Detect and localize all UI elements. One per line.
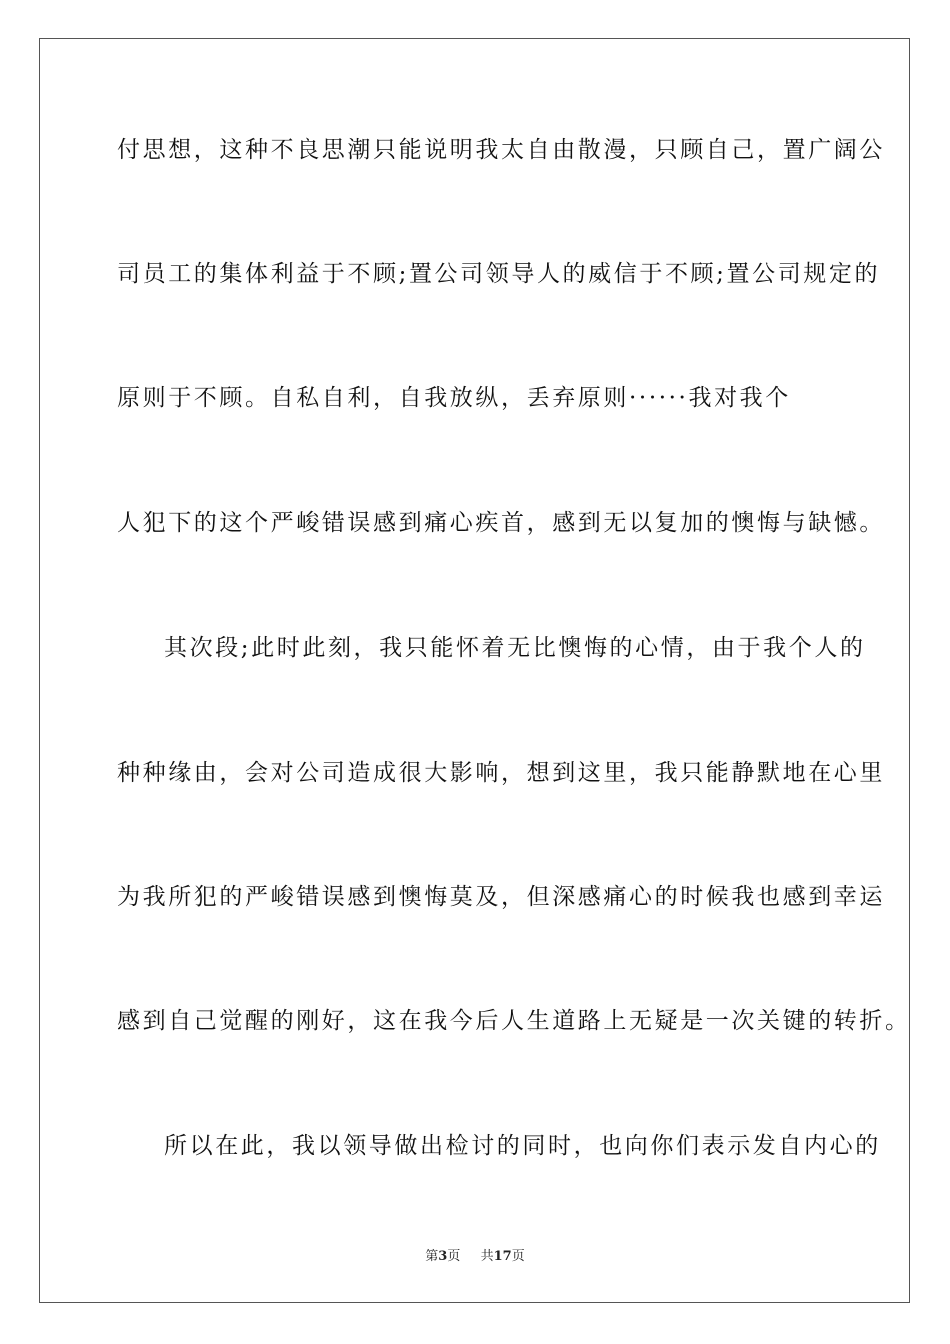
body-line-9: 所以在此，我以领导做出检讨的同时，也向你们表示发自内心的 — [164, 1133, 881, 1159]
body-line-5: 其次段;此时此刻，我只能怀着无比懊悔的心情，由于我个人的 — [164, 635, 866, 661]
page-label-suffix: 页 — [447, 1249, 461, 1264]
page-number: 3 — [438, 1249, 448, 1264]
body-line-8: 感到自己觉醒的刚好，这在我今后人生道路上无疑是一次关键的转折。 — [117, 1008, 911, 1034]
body-line-6: 种种缘由，会对公司造成很大影响，想到这里，我只能静默地在心里 — [117, 760, 885, 786]
page-border — [39, 38, 910, 1303]
body-line-4: 人犯下的这个严峻错误感到痛心疾首，感到无以复加的懊悔与缺憾。 — [117, 510, 885, 536]
body-line-1: 付思想，这种不良思潮只能说明我太自由散漫，只顾自己，置广阔公 — [117, 137, 885, 163]
page-footer — [0, 1248, 950, 1266]
total-pages: 17 — [493, 1249, 512, 1264]
total-label-suffix: 页 — [511, 1249, 525, 1264]
total-label-prefix: 共 — [480, 1249, 494, 1264]
body-line-2: 司员工的集体利益于不顾;置公司领导人的威信于不顾;置公司规定的 — [117, 261, 881, 287]
page-label-prefix: 第 — [425, 1249, 439, 1264]
body-line-3: 原则于不顾。自私自利，自我放纵，丢弃原则······我对我个 — [117, 385, 791, 411]
body-line-7: 为我所犯的严峻错误感到懊悔莫及，但深感痛心的时候我也感到幸运 — [117, 884, 885, 910]
